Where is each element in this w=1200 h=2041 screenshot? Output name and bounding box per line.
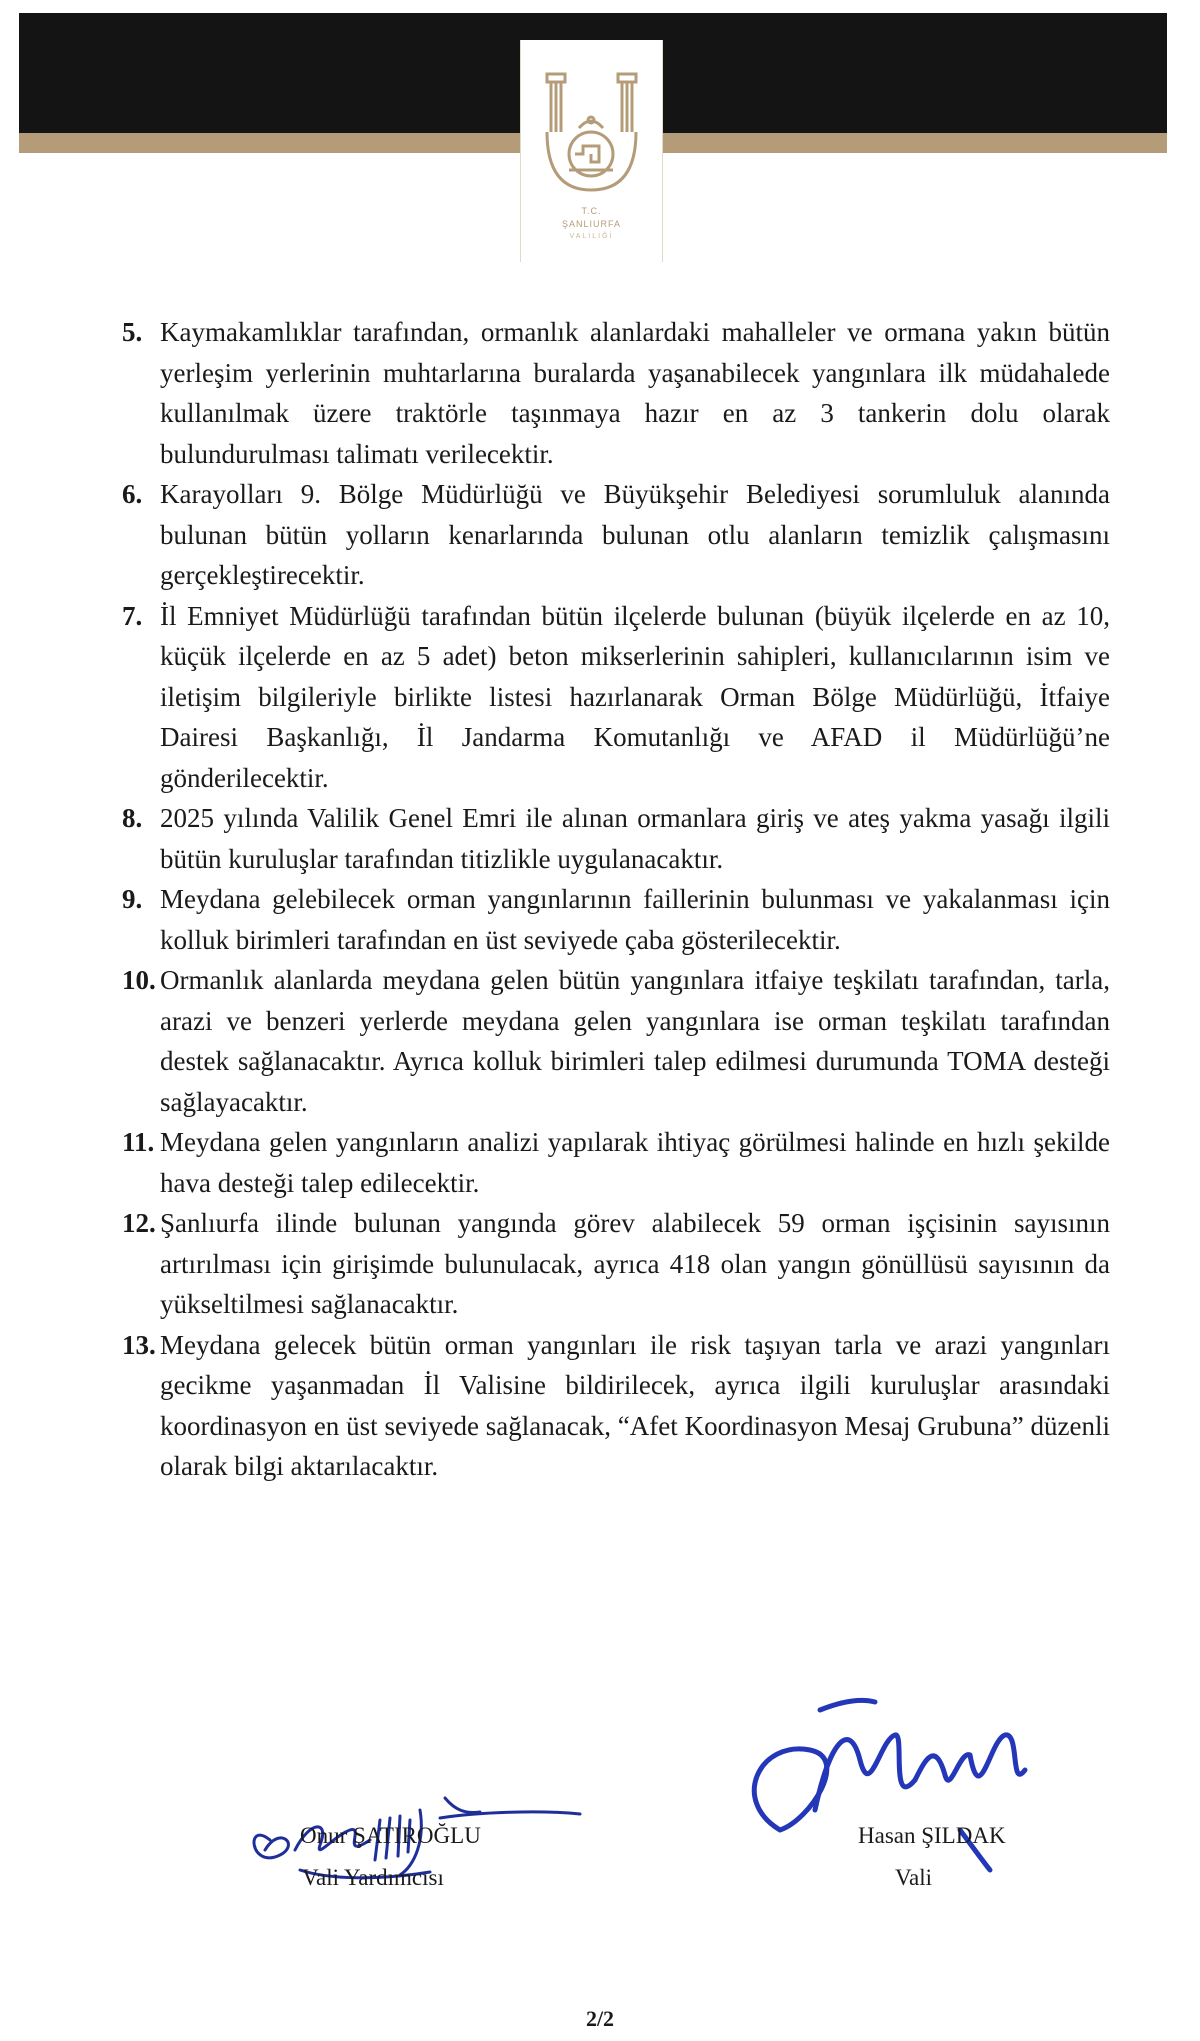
item-number: 11. bbox=[122, 1127, 155, 1157]
logo-city-text: ŞANLIURFA bbox=[561, 219, 621, 229]
right-signatory-name: Hasan ŞILDAK bbox=[858, 1823, 1006, 1848]
item-number: 12. bbox=[122, 1208, 156, 1238]
item-text: İl Emniyet Müdürlüğü tarafından bütün ilçelerde bulunan (büyük ilçelerde en az 10, küçük ilçelerde en az 5 adet) beton mikserlerinin sahipleri, kullanıcılarının isim ve iletişim bilgileriyle birlikte listesi hazırlanarak Orman Bölge Müdürlüğü, İtfaiye Dairesi Başkanlığı, İl Jandarma Komutanlığı ve AFAD il Müdürlüğü’ne gönderilecektir. bbox=[160, 600, 1110, 793]
item-text: Meydana gelen yangınların analizi yapılarak ihtiyaç görülmesi halinde en hızlı şekilde hava desteği talep edilecektir. bbox=[160, 1127, 1110, 1198]
item-number: 5. bbox=[122, 317, 143, 347]
governorship-logo bbox=[520, 40, 663, 262]
item-text: Karayolları 9. Bölge Müdürlüğü ve Büyükşehir Belediyesi sorumluluk alanında bulunan bütün yolların kenarlarında bulunan otlu alanların temizlik çalışmasını gerçekleştirecektir. bbox=[160, 479, 1110, 590]
logo-unit-text: VALİLİĞİ bbox=[569, 233, 614, 240]
list-item bbox=[122, 1325, 1110, 1487]
item-number: 8. bbox=[122, 803, 143, 833]
list-item bbox=[122, 312, 1110, 474]
list-item bbox=[122, 879, 1110, 960]
item-number: 13. bbox=[122, 1329, 156, 1360]
right-signature-icon bbox=[720, 1680, 1050, 1880]
item-text: Meydana gelebilecek orman yangınlarının faillerinin bulunması ve yakalanması için kolluk birimleri tarafından en üst seviyede çaba gösterilecektir. bbox=[160, 884, 1110, 955]
left-signatory-name: Onur ŞATIROĞLU bbox=[300, 1823, 481, 1848]
item-number: 6. bbox=[122, 479, 143, 509]
page-number: 2/2 bbox=[585, 2006, 615, 2031]
item-text: Kaymakamlıklar tarafından, ormanlık alanlardaki mahalleler ve ormana yakın bütün yerleşim yerlerinin muhtarlarına buralarda yaşanabilecek yangınlara ilk müdahalede kullanılmak üzere traktörle taşınmaya hazır en az 3 tankerin dolu olarak bulundurulması talimatı verilecektir. bbox=[160, 317, 1110, 469]
directive-list bbox=[122, 312, 1110, 1487]
item-text: Ormanlık alanlarda meydana gelen bütün yangınlara itfaiye teşkilatı tarafından, tarla, arazi ve benzeri yerlerde meydana gelen yangınlara ise orman teşkilatı tarafından destek sağlanacaktır. Ayrıca kolluk birimleri talep edilmesi durumunda TOMA desteği sağlayacaktır. bbox=[160, 965, 1110, 1117]
logo-tc-text: T.C. bbox=[581, 206, 602, 216]
item-number: 7. bbox=[122, 600, 143, 631]
item-text: Meydana gelecek bütün orman yangınları ile risk taşıyan tarla ve arazi yangınları gecikme yaşanmadan İl Valisine bildirilecek, ayrıca ilgili kuruluşlar arasındaki koordinasyon en üst seviyede sağlanacak, “Afet Koordinasyon Mesaj Grubuna” düzenli olarak bilgi aktarılacaktır. bbox=[160, 1329, 1110, 1481]
item-text: 2025 yılında Valilik Genel Emri ile alınan ormanlara giriş ve ateş yakma yasağı ilgili bütün kuruluşlar tarafından titizlikle uygulanacaktır. bbox=[160, 803, 1110, 874]
list-item bbox=[122, 474, 1110, 596]
item-number: 9. bbox=[122, 884, 143, 914]
item-text: Şanlıurfa ilinde bulunan yangında görev alabilecek 59 orman işçisinin sayısının artırılması için girişimde bulunulacak, ayrıca 418 olan yangın gönüllüsü sayısının da yükseltilmesi sağlanacaktır. bbox=[160, 1208, 1110, 1319]
list-item bbox=[122, 1203, 1110, 1325]
right-signatory-title: Vali bbox=[895, 1865, 933, 1890]
list-item bbox=[122, 960, 1110, 1122]
list-item bbox=[122, 596, 1110, 799]
governorship-emblem-icon bbox=[539, 70, 644, 200]
list-item bbox=[122, 798, 1110, 879]
item-number: 10. bbox=[122, 965, 156, 995]
left-signatory-title: Vali Yardımcısı bbox=[302, 1865, 444, 1890]
list-item bbox=[122, 1122, 1110, 1203]
